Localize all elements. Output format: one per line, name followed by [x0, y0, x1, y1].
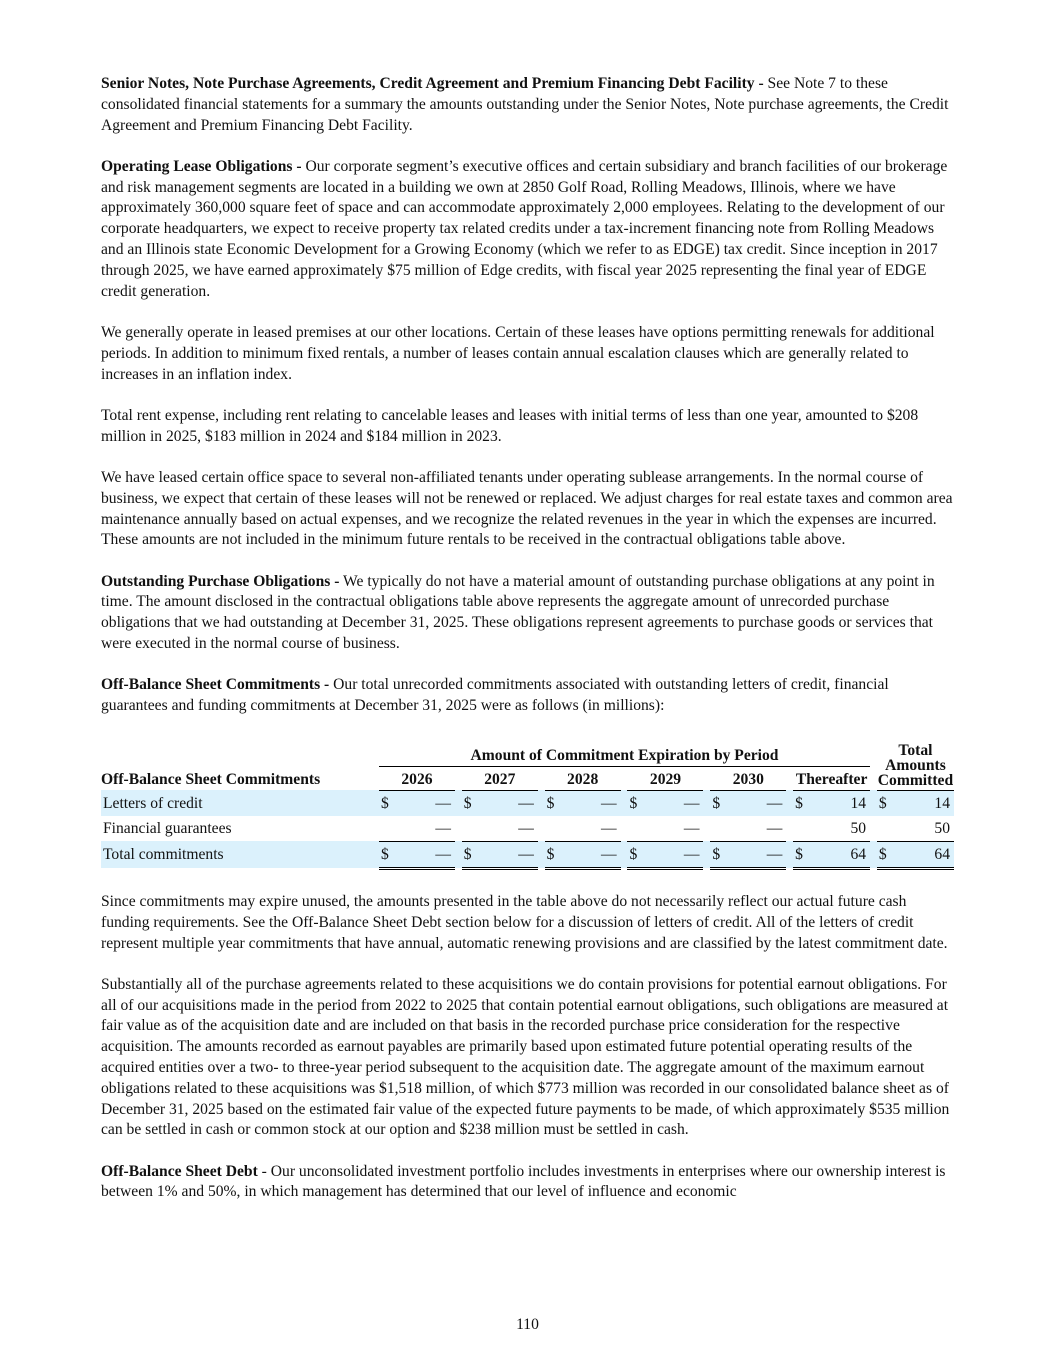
period-header: Amount of Commitment Expiration by Period — [379, 743, 870, 766]
row-label: Total commitments — [101, 841, 372, 868]
paragraph-rent-expense: Total rent expense, including rent relating to cancelable leases and leases with initial terms of less than one year, amounted to $208 million in 2025, $183 million in 2024 and $184 million in 2023. — [101, 406, 919, 445]
paragraph-off-balance-debt — [101, 1162, 954, 1204]
table-cell: — — [482, 790, 538, 816]
currency-symbol: $ — [379, 841, 399, 868]
total-header: Total Amounts Committed — [877, 741, 954, 789]
paragraph-body: - Our unconsolidated investment portfolio includes investments in enterprises where our ownership interest is between 1% and 50%, in which management has determined that our level of influence and economic — [101, 1162, 946, 1201]
currency-symbol: $ — [793, 790, 813, 816]
column-header: 2028 — [545, 766, 621, 790]
column-header: Thereafter — [793, 766, 870, 790]
currency-symbol: $ — [545, 790, 565, 816]
currency-symbol: $ — [627, 790, 647, 816]
table-cell: — — [399, 841, 455, 868]
paragraph-senior-notes — [101, 74, 954, 136]
table-cell: — — [647, 790, 703, 816]
table-cell-total: 64 — [897, 841, 954, 868]
column-header: 2027 — [462, 766, 538, 790]
table-cell: 50 — [813, 816, 870, 842]
table-header-row-1 — [101, 743, 954, 766]
table-cell: — — [399, 790, 455, 816]
document-page — [101, 74, 954, 1224]
paragraph-purchase-obligations — [101, 572, 954, 655]
paragraph-body: We typically do not have a material amount of outstanding purchase obligations at any point in time. The amount disclosed in the contractual obligations table above represents the aggregate amount of unrecorded purchase obligations that we had outstanding at December 31, 2025. These obligations represent agreements to purchase goods or services that were executed in the normal course of business. — [101, 572, 935, 653]
table-cell-total: 14 — [897, 790, 954, 816]
row-header: Off-Balance Sheet Commitments — [101, 771, 321, 789]
paragraph-operating-lease — [101, 157, 954, 303]
currency-symbol: $ — [877, 841, 897, 868]
table-cell: 14 — [813, 790, 870, 816]
row-label: Financial guarantees — [103, 820, 232, 838]
table-cell: — — [730, 841, 786, 868]
paragraph-leased-premises: We generally operate in leased premises at our other locations. Certain of these leases have options permitting renewals for additional periods. In addition to minimum fixed rentals, a number of leases contain annual escalation clauses which are generally related to increases in an inflation index. — [101, 323, 935, 383]
paragraph-heading: Off-Balance Sheet Debt — [101, 1162, 258, 1180]
paragraph-body: Our corporate segment’s executive offices and certain subsidiary and branch facilities of our brokerage and risk management segments are located in a building we own at 2850 Golf Road, Rolling Meadows, Illinois, where we have approximately 360,000 square feet of space and can accommodate approximately 2,000 employees. Relating to the development of our corporate headquarters, we expect to receive property tax related credits under a tax-increment financing note from Rolling Meadows and an Illinois state Economic Development for a Growing Economy (which we refer to as EDGE) tax credit. Since inception in 2017 through 2025, we have earned approximately $75 million of Edge credits, with fiscal year 2025 representing the final year of EDGE credit generation. — [101, 157, 948, 300]
currency-symbol: $ — [462, 790, 482, 816]
table-cell: — — [564, 790, 620, 816]
table-cell: — — [482, 816, 538, 842]
paragraph-heading: Senior Notes, Note Purchase Agreements, Credit Agreement and Premium Financing Debt Facility - — [101, 75, 764, 92]
table-cell: — — [647, 816, 703, 842]
table-cell: — — [482, 841, 538, 868]
paragraph-off-balance-commitments — [101, 675, 954, 717]
table-cell: — — [647, 841, 703, 868]
column-header: 2030 — [710, 766, 786, 790]
table-cell: — — [564, 816, 620, 842]
table-cell: 64 — [813, 841, 870, 868]
table-cell-total: 50 — [897, 816, 954, 842]
commitments-table — [101, 743, 954, 870]
table-row — [101, 816, 954, 842]
currency-symbol: $ — [627, 841, 647, 868]
currency-symbol: $ — [877, 790, 897, 816]
currency-symbol: $ — [545, 841, 565, 868]
currency-symbol: $ — [379, 790, 399, 816]
table-cell: — — [730, 816, 786, 842]
table-cell: — — [730, 790, 786, 816]
currency-symbol: $ — [710, 841, 730, 868]
table-header-row-2 — [101, 766, 954, 790]
currency-symbol: $ — [710, 790, 730, 816]
row-label: Letters of credit — [101, 790, 372, 816]
currency-symbol: $ — [462, 841, 482, 868]
paragraph-body: See Note 7 to these consolidated financial statements for a summary the amounts outstanding under the Senior Notes, Note purchase agreements, the Credit Agreement and Premium Financing Debt Facility. — [101, 75, 949, 134]
paragraph-body: Our total unrecorded commitments associated with outstanding letters of credit, financial guarantees and funding commitments at December 31, 2025 were as follows (in millions): — [101, 676, 889, 715]
paragraph-heading: Outstanding Purchase Obligations - — [101, 572, 340, 590]
column-header: 2026 — [379, 766, 455, 790]
column-header: 2029 — [627, 766, 703, 790]
currency-symbol: $ — [793, 841, 813, 868]
paragraph-heading: Operating Lease Obligations - — [101, 157, 302, 175]
table-cell: — — [564, 841, 620, 868]
paragraph-heading: Off-Balance Sheet Commitments - — [101, 676, 330, 694]
paragraph-earnout: Substantially all of the purchase agreements related to these acquisitions we do contain provisions for potential earnout obligations. For all of our acquisitions made in the period from 2022 to 2025 that contain potential earnout obligations, such obligations are measured at fair value as of the acquisition date and are included on that basis in the recorded purchase price consideration for the respective acquisition. The amounts recorded as earnout payables are primarily based upon estimated future potential operating results of the acquired entities over a two- to three-year period subsequent to the acquisition date. The aggregate amount of the maximum earnout obligations related to these acquisitions was $1,518 million, of which $773 million was recorded in our consolidated balance sheet as of December 31, 2025 based on the estimated fair value of the expected future payments to be made, of which approximately $535 million can be settled in cash or common stock at our option and $238 million must be settled in cash. — [101, 975, 950, 1139]
table-row — [101, 790, 954, 816]
table-cell: — — [399, 816, 455, 842]
page-number: 110 — [516, 1316, 539, 1333]
table-row — [101, 841, 954, 868]
paragraph-commitments-expire: Since commitments may expire unused, the amounts presented in the table above do not necessarily reflect our actual future cash funding requirements. See the Off-Balance Sheet Debt section below for a discussion of letters of credit. All of the letters of credit represent multiple year commitments that have annual, automatic renewing provisions and are classified by the latest commitment date. — [101, 892, 948, 952]
paragraph-sublease: We have leased certain office space to several non-affiliated tenants under operating sublease arrangements. In the normal course of business, we expect that certain of these leases will not be renewed or replaced. We adjust charges for real estate taxes and common area maintenance annually based on actual expenses, and we recognize the related revenues in the year in which the expenses are incurred. These amounts are not included in the minimum future rentals to be received in the contractual obligations table above. — [101, 468, 953, 549]
